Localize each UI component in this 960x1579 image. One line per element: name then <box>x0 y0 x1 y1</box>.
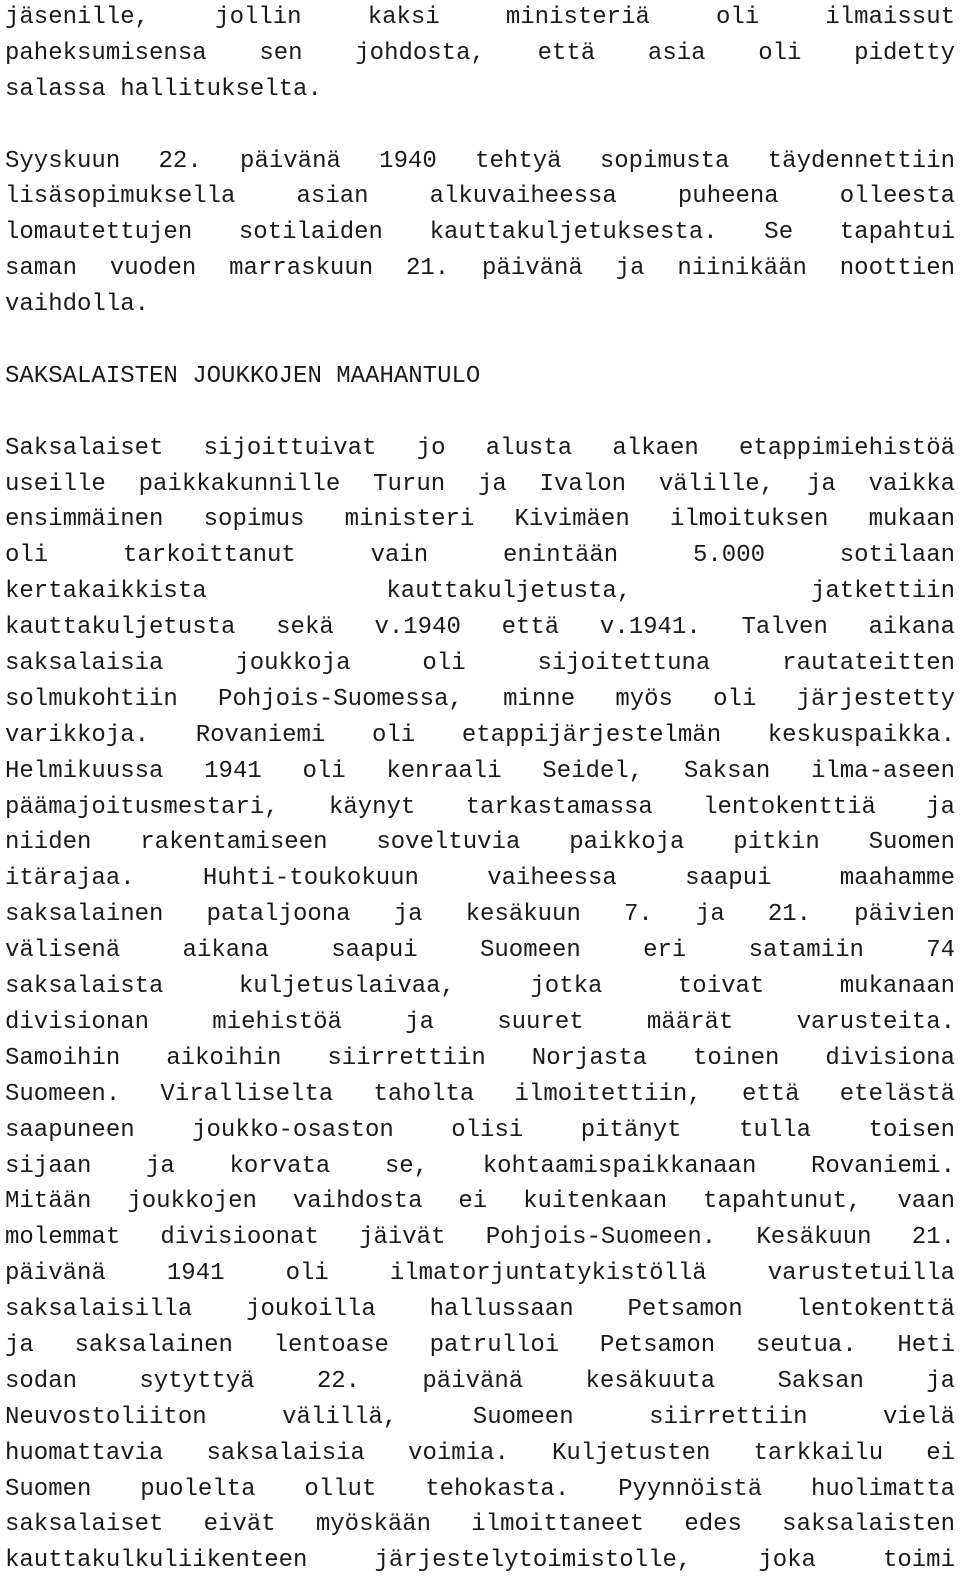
text-line: divisionan miehistöä ja suuret määrät varusteita. <box>5 1008 955 1036</box>
section-heading: SAKSALAISTEN JOUKKOJEN MAAHANTULO <box>5 362 481 390</box>
text-line: lisäsopimuksella asian alkuvaiheessa puheena olleesta <box>5 183 955 211</box>
text-line: Helmikuussa 1941 oli kenraali Seidel, Saksan ilma-aseen <box>5 757 955 785</box>
paragraph-2 <box>5 144 955 323</box>
text-line: oli tarkoittanut vain enintään 5.000 sotilaan <box>5 542 955 570</box>
text-line: jäsenille, jollin kaksi ministeriä oli ilmaissut <box>5 4 955 31</box>
document-page <box>5 0 955 1579</box>
text-line: saksalaista kuljetuslaivaa, jotka toivat mukanaan <box>5 973 955 1001</box>
text-line: Samoihin aikoihin siirrettiin Norjasta toinen divisiona <box>5 1044 955 1072</box>
text-line: saksalaisia joukkoja oli sijoitettuna rautateitten <box>5 650 955 678</box>
paragraph-spacer <box>5 395 955 431</box>
text-line: ja saksalainen lentoase patrulloi Petsamon seutua. Heti <box>5 1331 955 1359</box>
text-line: saapuneen joukko-osaston olisi pitänyt tulla toisen <box>5 1116 955 1144</box>
text-line: Mitään joukkojen vaihdosta ei kuitenkaan tapahtunut, vaan <box>5 1188 955 1216</box>
text-line: välisenä aikana saapui Suomeen eri satamiin 74 <box>5 937 955 965</box>
paragraph-3 <box>5 431 955 1579</box>
text-line: Neuvostoliiton välillä, Suomeen siirrettiin vielä <box>5 1403 955 1431</box>
text-line: niiden rakentamiseen soveltuvia paikkoja pitkin Suomen <box>5 829 955 857</box>
text-line: päivänä 1941 oli ilmatorjuntatykistöllä varustetuilla <box>5 1260 955 1288</box>
text-line: Saksalaiset sijoittuivat jo alusta alkaen etappimiehistöä <box>5 434 955 462</box>
text-line: salassa hallitukselta. <box>5 75 322 103</box>
text-line: paheksumisensa sen johdosta, että asia oli pidetty <box>5 39 955 67</box>
paragraph-spacer <box>5 323 955 359</box>
text-line: Suomen puolelta ollut tehokasta. Pyynnöistä huolimatta <box>5 1475 955 1503</box>
text-line: saman vuoden marraskuun 21. päivänä ja niinikään noottien <box>5 255 955 283</box>
paragraph-spacer <box>5 108 955 144</box>
text-line: solmukohtiin Pohjois-Suomessa, minne myös oli järjestetty <box>5 685 955 713</box>
text-line: saksalaisilla joukoilla hallussaan Petsamon lentokenttä <box>5 1296 955 1324</box>
text-line: useille paikkakunnille Turun ja Ivalon välille, ja vaikka <box>5 470 955 498</box>
text-line: saksalaiset eivät myöskään ilmoittaneet edes saksalaisten <box>5 1511 955 1539</box>
text-line: huomattavia saksalaisia voimia. Kuljetusten tarkkailu ei <box>5 1439 955 1467</box>
text-line: lomautettujen sotilaiden kauttakuljetuksesta. Se tapahtui <box>5 219 955 247</box>
text-line: varikkoja. Rovaniemi oli etappijärjestelmän keskuspaikka. <box>5 721 955 749</box>
text-line: sodan sytyttyä 22. päivänä kesäkuuta Saksan ja <box>5 1367 955 1395</box>
text-line: kauttakuljetusta sekä v.1940 että v.1941. Talven aikana <box>5 614 955 642</box>
text-line: Syyskuun 22. päivänä 1940 tehtyä sopimusta täydennettiin <box>5 147 955 175</box>
text-line: päämajoitusmestari, käynyt tarkastamassa lentokenttiä ja <box>5 793 955 821</box>
text-line: sijaan ja korvata se, kohtaamispaikkanaan Rovaniemi. <box>5 1152 955 1180</box>
text-line: molemmat divisioonat jäivät Pohjois-Suomeen. Kesäkuun 21. <box>5 1224 955 1252</box>
text-line: ensimmäinen sopimus ministeri Kivimäen ilmoituksen mukaan <box>5 506 955 534</box>
text-line: saksalainen pataljoona ja kesäkuun 7. ja 21. päivien <box>5 901 955 929</box>
text-line: kertakaikkista kauttakuljetusta, jatkettiin <box>5 578 955 606</box>
text-line: vaihdolla. <box>5 291 150 319</box>
text-line: Suomeen. Viralliselta taholta ilmoitettiin, että etelästä <box>5 1080 955 1108</box>
text-line: kauttakulkuliikenteen järjestelytoimistolle, joka toimi <box>5 1547 955 1575</box>
text-line: itärajaa. Huhti-toukokuun vaiheessa saapui maahamme <box>5 865 955 893</box>
paragraph-1 <box>5 0 955 108</box>
